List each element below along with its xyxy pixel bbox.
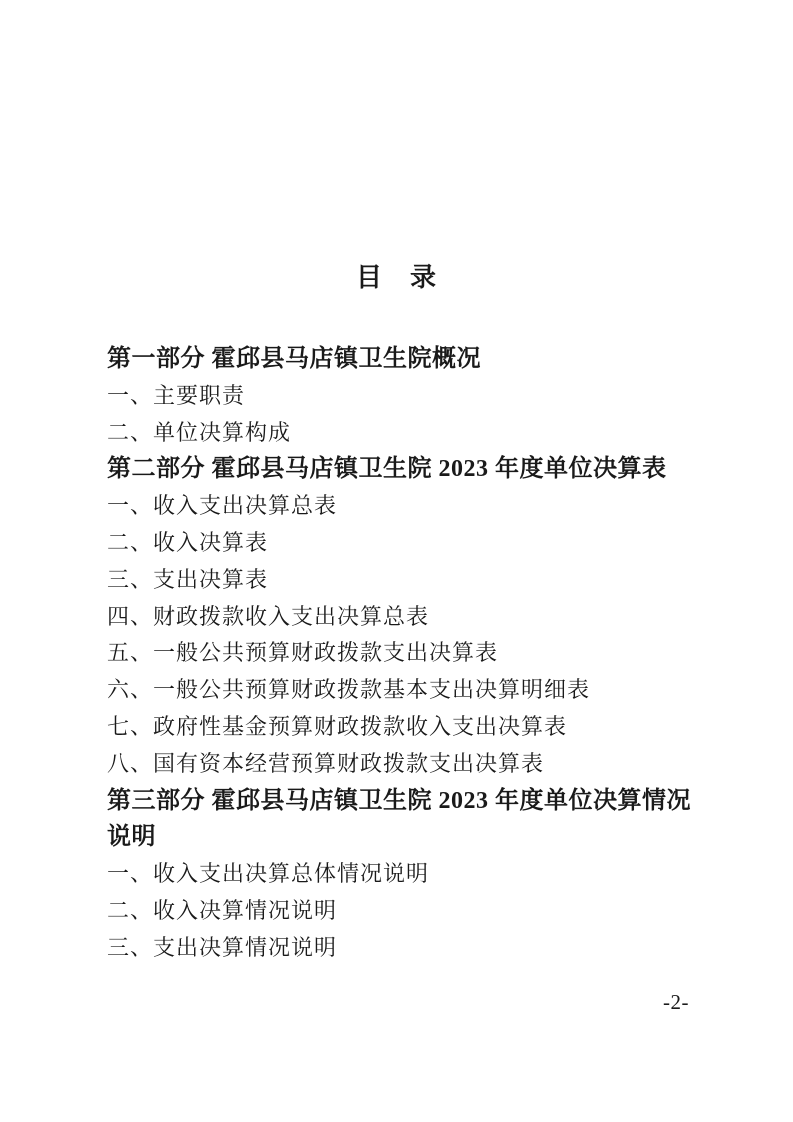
toc-entry: 一、主要职责 xyxy=(107,382,246,408)
toc-entry: 一、收入支出决算总体情况说明 xyxy=(107,861,430,887)
toc-entry: 二、收入决算情况说明 xyxy=(107,897,338,923)
table-of-contents xyxy=(107,341,707,967)
toc-entry: 八、国有资本经营预算财政拨款支出决算表 xyxy=(107,750,545,776)
toc-section-heading-part3: 第三部分 霍邱县马店镇卫生院 2023 年度单位决算情况说明 xyxy=(107,787,691,851)
toc-entry: 六、一般公共预算财政拨款基本支出决算明细表 xyxy=(107,677,591,703)
toc-entry: 五、一般公共预算财政拨款支出决算表 xyxy=(107,640,499,666)
toc-entry: 三、支出决算表 xyxy=(107,566,269,592)
toc-entry: 二、收入决算表 xyxy=(107,529,269,555)
toc-entry: 七、政府性基金预算财政拨款收入支出决算表 xyxy=(107,713,568,739)
page-number: -2- xyxy=(663,990,689,1014)
toc-entry: 四、财政拨款收入支出决算总表 xyxy=(107,603,430,629)
toc-entry: 一、收入支出决算总表 xyxy=(107,493,338,519)
toc-section-heading-part1: 第一部分 霍邱县马店镇卫生院概况 xyxy=(107,346,481,372)
toc-entry: 二、单位决算构成 xyxy=(107,419,292,445)
toc-entry: 三、支出决算情况说明 xyxy=(107,934,338,960)
toc-section-heading-part2: 第二部分 霍邱县马店镇卫生院 2023 年度单位决算表 xyxy=(107,456,667,483)
page-title: 目 录 xyxy=(355,263,437,292)
